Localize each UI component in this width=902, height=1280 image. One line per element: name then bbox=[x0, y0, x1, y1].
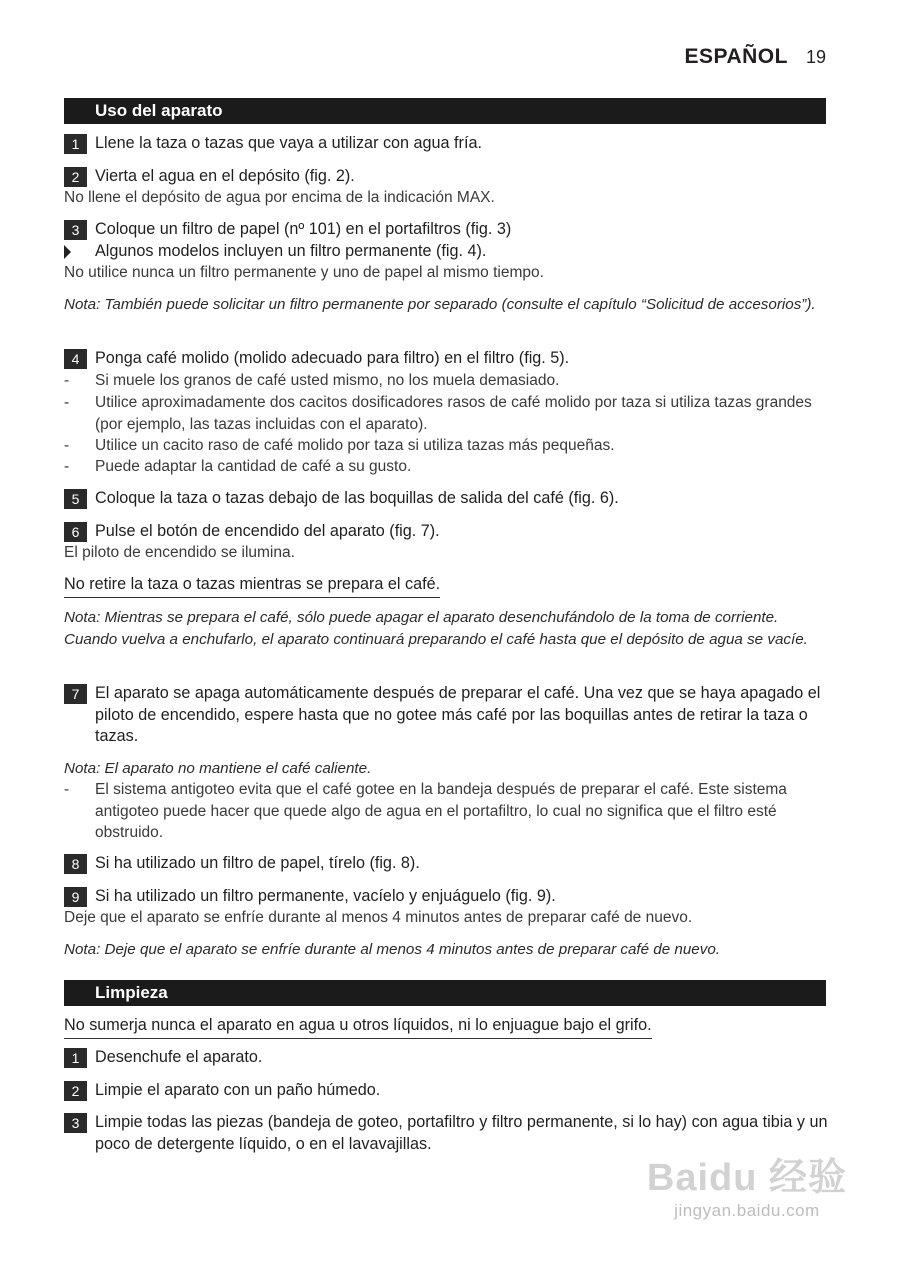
step-3-note: No utilice nunca un filtro permanente y uno de papel al mismo tiempo. bbox=[64, 264, 544, 281]
triangle-bullet-icon bbox=[64, 245, 71, 259]
step-8 bbox=[64, 853, 834, 875]
step-1 bbox=[64, 133, 834, 155]
step-number: 2 bbox=[64, 1081, 87, 1101]
watermark-logo: Baidu 经验 bbox=[646, 1157, 847, 1199]
step-7 bbox=[64, 683, 834, 748]
step-number: 3 bbox=[64, 220, 87, 240]
step-text: Si ha utilizado un filtro de papel, tírelo (fig. 8). bbox=[95, 854, 420, 872]
step-3 bbox=[64, 219, 834, 241]
list-item: - Utilice aproximadamente dos cacitos dosificadores rasos de café molido por taza si utiliza tazas grandes (por ejemplo, las tazas incluidas con el aparato). bbox=[64, 394, 812, 433]
step-text: Si ha utilizado un filtro permanente, vacíelo y enjuáguelo (fig. 9). bbox=[95, 887, 556, 905]
step-text: Vierta el agua en el depósito (fig. 2). bbox=[95, 167, 355, 185]
dash-icon: - bbox=[64, 781, 70, 798]
nota-apagado: Nota: Mientras se prepara el café, sólo puede apagar el aparato desenchufándolo de la toma de corriente. Cuando vuelva a enchufarlo, el aparato continuará preparando el café hasta que el depósito de agua se vacíe. bbox=[64, 609, 808, 648]
step-9-note: Deje que el aparato se enfríe durante al menos 4 minutos antes de preparar café de nuevo. bbox=[64, 909, 693, 926]
dash-icon: - bbox=[64, 394, 70, 411]
watermark bbox=[647, 1146, 847, 1221]
step-number: 5 bbox=[64, 489, 87, 509]
bullet-text: Algunos modelos incluyen un filtro permanente (fig. 4). bbox=[95, 242, 487, 260]
step-5 bbox=[64, 488, 834, 510]
clean-step-1 bbox=[64, 1047, 834, 1069]
step-number: 7 bbox=[64, 684, 87, 704]
step-6-note: El piloto de encendido se ilumina. bbox=[64, 544, 295, 561]
step-6 bbox=[64, 521, 834, 543]
list-item: - El sistema antigoteo evita que el café gotee en la bandeja después de preparar el café. Este sistema antigoteo puede hacer que quede algo de agua en el portafiltro, lo cual no significa que el filtro esté obstruido. bbox=[64, 781, 787, 841]
language-label: ESPAÑOL bbox=[684, 45, 788, 68]
step-number: 1 bbox=[64, 1048, 87, 1068]
watermark-url: jingyan.baidu.com bbox=[674, 1201, 820, 1220]
page-number: 19 bbox=[805, 47, 826, 67]
list-item: - Utilice un cacito raso de café molido por taza si utiliza tazas más pequeñas. bbox=[64, 435, 834, 457]
clean-step-2 bbox=[64, 1080, 834, 1102]
step-number: 6 bbox=[64, 522, 87, 542]
step-number: 9 bbox=[64, 887, 87, 907]
step-number: 4 bbox=[64, 349, 87, 369]
dash-icon: - bbox=[64, 437, 70, 454]
step-text: Ponga café molido (molido adecuado para filtro) en el filtro (fig. 5). bbox=[95, 349, 570, 367]
step-text: Coloque un filtro de papel (nº 101) en el portafiltros (fig. 3) bbox=[95, 220, 512, 238]
list-item: - Si muele los granos de café usted mismo, no los muela demasiado. bbox=[64, 370, 834, 392]
step-text: Limpie el aparato con un paño húmedo. bbox=[95, 1081, 381, 1099]
step-number: 8 bbox=[64, 854, 87, 874]
nota-caliente: Nota: El aparato no mantiene el café caliente. bbox=[64, 760, 372, 777]
clean-warning-text: No sumerja nunca el aparato en agua u otros líquidos, ni lo enjuague bajo el grifo. bbox=[64, 1015, 652, 1039]
step-2 bbox=[64, 166, 834, 188]
step-text: Desenchufe el aparato. bbox=[95, 1048, 263, 1066]
list-item: - Puede adaptar la cantidad de café a su gusto. bbox=[64, 456, 834, 478]
dash-icon: - bbox=[64, 372, 70, 389]
step-text: Llene la taza o tazas que vaya a utilizar con agua fría. bbox=[95, 134, 482, 152]
warning-text: No retire la taza o tazas mientras se prepara el café. bbox=[64, 574, 440, 598]
section-title-limpieza: Limpieza bbox=[64, 980, 826, 1006]
step-text: El aparato se apaga automáticamente después de preparar el café. Una vez que se haya apagado el piloto de encendido, espere hasta que no gotee más café por las boquillas antes de retirar la taza o tazas. bbox=[95, 684, 821, 745]
page-header bbox=[685, 45, 827, 69]
step-3-bullet bbox=[64, 241, 834, 263]
section-title-uso: Uso del aparato bbox=[64, 98, 826, 124]
step-4 bbox=[64, 348, 834, 370]
dash-icon: - bbox=[64, 458, 70, 475]
step-2-note: No llene el depósito de agua por encima de la indicación MAX. bbox=[64, 189, 495, 206]
nota-enfriar: Nota: Deje que el aparato se enfríe durante al menos 4 minutos antes de preparar café de nuevo. bbox=[64, 941, 721, 958]
step-text: Pulse el botón de encendido del aparato (fig. 7). bbox=[95, 522, 440, 540]
step-9 bbox=[64, 886, 834, 908]
nota-filtro: Nota: También puede solicitar un filtro permanente por separado (consulte el capítulo “Solicitud de accesorios”). bbox=[64, 296, 816, 313]
step-number: 3 bbox=[64, 1113, 87, 1133]
step-text: Limpie todas las piezas (bandeja de goteo, portafiltro y filtro permanente, si lo hay) con agua tibia y un poco de detergente líquido, o en el lavavajillas. bbox=[95, 1113, 828, 1153]
step-number: 1 bbox=[64, 134, 87, 154]
step-text: Coloque la taza o tazas debajo de las boquillas de salida del café (fig. 6). bbox=[95, 489, 619, 507]
step-number: 2 bbox=[64, 167, 87, 187]
